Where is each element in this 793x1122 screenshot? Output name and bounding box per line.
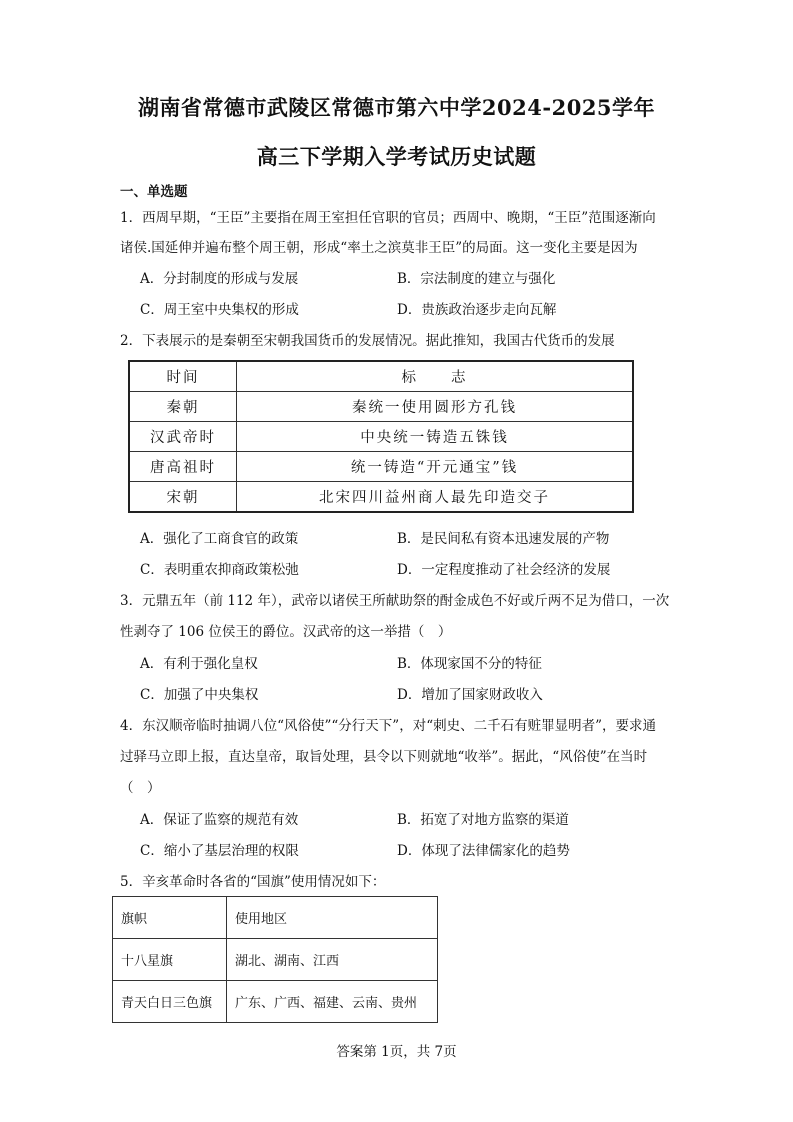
table-cell: 青天白日三色旗 [113, 981, 227, 1023]
table-header-row [129, 361, 633, 392]
q2-stem: 2．下表展示的是秦朝至宋朝我国货币的发展情况。据此推知，我国古代货币的发展 [120, 333, 615, 349]
table-row [113, 939, 438, 981]
table-cell: 秦朝 [129, 392, 237, 422]
q2-option-d: D．一定程度推动了社会经济的发展 [397, 562, 611, 578]
q4-stem-line1: 4．东汉顺帝临时抽调八位“风俗使”“分行天下”，对“刺史、二千石有赃罪显明者”，要求通 [120, 718, 656, 734]
q1-option-b: B．宗法制度的建立与强化 [397, 271, 556, 287]
currency-table [128, 360, 634, 513]
table-cell: 宋朝 [129, 482, 237, 513]
page-title-line2: 高三下学期入学考试历史试题 [256, 144, 537, 169]
page-title-line1: 湖南省常德市武陵区常德市第六中学2024-2025学年 [137, 95, 656, 120]
section-heading: 一、单选题 [120, 184, 188, 200]
q4-stem-line2: 过驿马立即上报，直达皇帝，取旨处理，县令以下则就地“收举”。据此，“风俗使”在当时 [120, 749, 648, 765]
q3-stem-line1: 3．元鼎五年（前 112 年），武帝以诸侯王所献助祭的酎金成色不好或斤两不足为借口，一次 [120, 593, 670, 609]
table-cell: 汉武帝时 [129, 422, 237, 452]
flag-table [112, 896, 438, 1023]
table-row [113, 981, 438, 1023]
q4-option-a: A．保证了监察的规范有效 [140, 812, 299, 828]
q1-option-a: A．分封制度的形成与发展 [140, 271, 299, 287]
table-row [129, 422, 633, 452]
q3-option-c: C．加强了中央集权 [140, 687, 259, 703]
q4-option-b: B．拓宽了对地方监察的渠道 [397, 812, 569, 828]
q4-option-d: D．体现了法律儒家化的趋势 [397, 843, 570, 859]
table-row [129, 482, 633, 513]
table-cell: 中央统一铸造五铢钱 [237, 422, 634, 452]
table-cell: 广东、广西、福建、云南、贵州 [227, 981, 438, 1023]
q1-stem-line2: 诸侯.国延伸并遍布整个周王朝，形成“率土之滨莫非王臣”的局面。这一变化主要是因为 [120, 240, 638, 256]
q3-option-d: D．增加了国家财政收入 [397, 687, 543, 703]
q1-option-c: C．周王室中央集权的形成 [140, 302, 299, 318]
q1-stem-line1: 1．西周早期，“王臣”主要指在周王室担任官职的官员；西周中、晚期，“王臣”范围逐渐向 [120, 210, 656, 226]
q4-option-c: C．缩小了基层治理的权限 [140, 843, 299, 859]
table-cell: 统一铸造“开元通宝”钱 [237, 452, 634, 482]
table-header-cell: 旗帜 [113, 897, 227, 939]
table-cell: 秦统一使用圆形方孔钱 [237, 392, 634, 422]
table-header-cell: 时间 [129, 361, 237, 392]
q1-option-d: D．贵族政治逐步走向瓦解 [397, 302, 557, 318]
table-header-cell: 使用地区 [227, 897, 438, 939]
table-cell: 唐高祖时 [129, 452, 237, 482]
table-row [129, 452, 633, 482]
page-footer: 答案第 1页，共 7页 [336, 1044, 457, 1060]
q2-option-a: A．强化了工商食官的政策 [140, 531, 299, 547]
table-cell: 北宋四川益州商人最先印造交子 [237, 482, 634, 513]
q3-stem-line2: 性剥夺了 106 位侯王的爵位。汉武帝的这一举措（ ） [120, 624, 452, 640]
q4-answer-blank: （ ） [120, 780, 161, 796]
q3-option-a: A．有利于强化皇权 [140, 656, 258, 672]
table-cell: 十八星旗 [113, 939, 227, 981]
q5-stem: 5．辛亥革命时各省的“国旗”使用情况如下： [120, 874, 386, 890]
table-header-row [113, 897, 438, 939]
table-row [129, 392, 633, 422]
q2-option-b: B．是民间私有资本迅速发展的产物 [397, 531, 610, 547]
table-header-cell: 标 志 [237, 361, 634, 392]
q2-option-c: C．表明重农抑商政策松弛 [140, 562, 299, 578]
q3-option-b: B．体现家国不分的特征 [397, 656, 542, 672]
table-cell: 湖北、湖南、江西 [227, 939, 438, 981]
